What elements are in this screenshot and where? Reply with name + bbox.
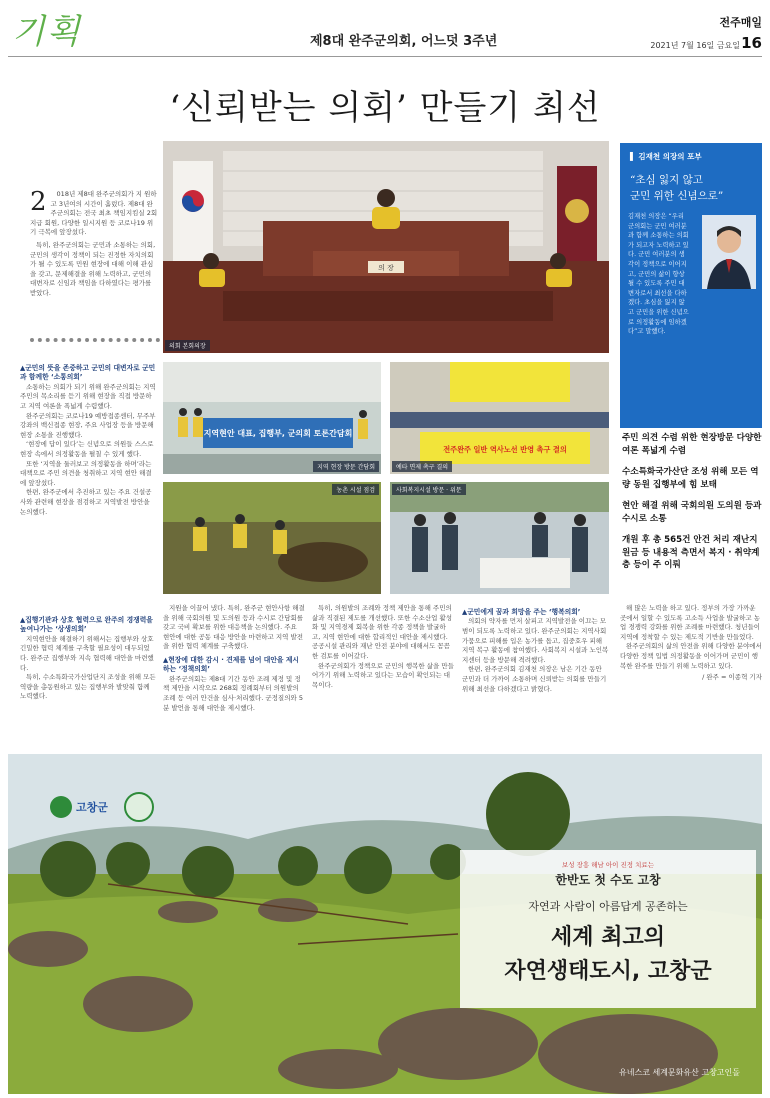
county-logo-text: 고창군 — [76, 801, 108, 814]
subhead-communication: ▲군민의 뜻을 존중하고 군민의 대변자로 군민과 함께한 ‘소통의회’ — [20, 364, 156, 382]
article-col4 — [462, 604, 610, 732]
ad-line-1: 자연과 사람이 아름답게 공존하는 — [528, 900, 688, 913]
paragraph: 한편, 완주군에서 추진하고 있는 주요 건설공사와 관련해 현장을 점검하고 지역발전 방안을 논의했다. — [20, 488, 152, 516]
ad-message-card — [460, 850, 756, 1008]
meeting-photo — [163, 362, 381, 474]
article-intro — [30, 190, 158, 314]
field-photo — [163, 482, 381, 594]
chairman-portrait — [702, 215, 756, 289]
page-subtitle: 제8대 완주군의회, 어느덧 3주년 — [310, 34, 498, 49]
article-col1 — [20, 360, 156, 600]
biosphere-emblem-icon — [124, 792, 154, 822]
gochang-advertisement — [8, 754, 762, 1094]
article-col1-bottom — [20, 612, 156, 732]
protest-photo — [390, 362, 609, 474]
sidebar-quote — [620, 166, 762, 208]
pledge-item: 수소특화국가산단 조성 위해 모든 역량 동원 집행부에 힘 보태 — [622, 467, 759, 490]
subhead-happiness: ▲군민에게 꿈과 희망을 주는 ‘행복의회’ — [462, 608, 581, 616]
newspaper-name: 전주매일 — [719, 16, 762, 29]
pledge-list — [622, 432, 764, 581]
quote-line-1: “초심 잃지 않고 — [630, 174, 703, 186]
sidebar-title: ▌ 김재천 의장의 포부 — [630, 152, 702, 161]
quote-line-2: 군민 위한 신념으로” — [630, 190, 724, 202]
issue-date: 2021년 7월 16일 금요일 — [650, 41, 740, 50]
drop-cap: 2 — [30, 190, 47, 217]
welfare-photo — [390, 482, 609, 594]
meeting-banner: 지역현안 대표, 집행부, 군의회 토론간담회 — [203, 429, 353, 438]
pledge-item: 현안 해결 위해 국회의원 도의원 등과 수시로 소통 — [622, 501, 762, 524]
chamber-photo — [163, 141, 609, 353]
ad-photo-caption: 유네스코 세계문화유산 고창고인돌 — [618, 1068, 740, 1077]
paragraph: 특히, 수소특화국가산업단지 조성을 위해 모든 역량을 총동원하고 있는 집행부와 발맞춰 함께 노력했다. — [20, 673, 156, 701]
pledge-item: 개원 후 총 565건 안건 처리 재난지원금 등 내용적 측면서 복지 · 취약계층 등이 주 이뤄 — [622, 535, 760, 570]
ad-tagline-small: 보성 장흥 해남 아이 진정 치료는 — [562, 861, 654, 869]
podium-nameplate: 의 장 — [378, 264, 394, 272]
photo-caption: 의회 본회의장 — [165, 340, 210, 351]
protest-banner: 전주완주 일반 역사노선 반영 촉구 결의 — [443, 445, 567, 454]
paragraph: 소통하는 의회가 되기 위해 완주군의회는 지역주민의 목소리를 듣기 위해 현장을 직접 방문하고 지역 여론을 폭넓게 수렴했다. — [20, 382, 156, 410]
ad-tagline: 한반도 첫 수도 고창 — [555, 873, 661, 887]
paragraph: 완주군의회의 삶의 안전을 위해 다양한 분야에서 다양한 정책 입법 의정활동을 이어가며 군민이 행복한 완주를 만들기 위해 노력하고 있다. — [620, 642, 762, 670]
paragraph: 지원을 이끌어 냈다. 특히, 완주군 현안사항 해결을 위해 국회의원 및 도의원 등과 수시로 간담회를 갖고 국비 확보를 위한 대응책을 논의했다. 주요 현안에 대한 공동 대응 방안을 마련하고 지역 발전을 위한 협력 체계를 구축했다. — [163, 604, 305, 651]
ad-line-2: 세계 최고의 — [551, 925, 665, 950]
photo-caption: 예타 면제 촉구 결의 — [392, 461, 452, 472]
page-number: 16 — [741, 34, 762, 52]
subhead-policy: ▲현장에 대한 감시 · 견제를 넘어 대안을 제시하는 ‘정책의회’ — [163, 655, 299, 674]
sidebar-interview — [620, 143, 762, 428]
paragraph: 의회의 약자를 먼저 살피고 지역발전을 이끄는 모범이 되도록 노력하고 있다. 완주군의회는 지역사회 가뭄으로 피해를 입은 농가를 돕고, 집중호우 피해 지역 복구 활동에 참여했다. 사회복지 시설과 노인복지센터 등을 방문해 격려했다. — [462, 617, 609, 664]
intro-paragraph-2: 특히, 완주군의회는 군민과 소통하는 의회, 군민의 생각이 정책이 되는 진정한 자치의회가 될 수 있도록 민원 현장에 대해 이해 관심을 갖고, 문제해결을 위해 노력하고, 군민의 대변자로 신임과 책임을 다하였다는 평가를 받았다. — [30, 240, 156, 297]
photo-caption: 사회복지시설 방문 · 위문 — [392, 484, 466, 495]
paragraph: 완주군의회가 정책으로 군민의 행복한 삶을 만들어가기 위해 노력하고 있다는 모습이 확인되는 대목이다. — [312, 661, 454, 689]
sidebar-body: 김재천 의장은 “우리 군의회는 군민 여러분과 함께 소통하는 의회가 되고자 노력하고 있다. 군민 여러분의 생각이 정책으로 이어지고, 군민의 삶이 향상될 수 있도록 주민 대변자로서 최선을 다하겠다. 초심을 잃지 않고 군민을 위한 신념으로 의정활동에 임하겠다”고 말했다. — [628, 213, 689, 336]
photo-caption: 지역 현장 방문 간담회 — [313, 461, 379, 472]
paragraph: 완주군의회는 제8대 기간 동안 조례 제정 및 정책 제안을 시작으로 268회 정례회부터 의원발의 조례 등 여러 안건을 심사·처리했다. 군정질의와 5분 발언을 통해 대안을 제시했다. — [163, 674, 303, 712]
headline: ‘신뢰받는 의회’ 만들기 최선 — [169, 88, 601, 128]
gochang-logo — [50, 792, 154, 822]
intro-paragraph: 018년 제8대 완주군의회가 지 원하고 3년여의 시간이 흘렀다. 제8대 완주군의회는 전국 최초 책임지킴실 2회 지급 회원, 다양한 일시지원 등 코로나19 위기 극복에 앞장섰다. — [30, 190, 158, 237]
county-emblem-icon — [50, 796, 72, 818]
header-divider — [8, 56, 762, 57]
article-col2 — [163, 604, 305, 732]
paragraph: 완주군의회는 코로나19 예방접종센터, 무주부 강좌의 백신접종 현장, 주요 사업장 등을 방문해 현장 소통을 진행했다. — [20, 411, 156, 439]
article-col5 — [620, 604, 762, 732]
article-col3 — [312, 604, 454, 732]
paragraph: 한편, 완주군의회 김재천 의장은 남은 기간 동안 군민과 더 가까이 소통하며 신뢰받는 의회를 만들기 위해 최선을 다하겠다고 밝혔다. — [462, 665, 607, 693]
section-tag: 기획 — [12, 12, 82, 52]
paragraph: 지역현안을 해결하기 위해서는 집행부와 상호 긴밀한 협력 체계를 구축할 필요성이 대두되었다. 완주군 집행부와 지속 협력해 대안을 마련했다. — [20, 634, 154, 672]
byline: / 완주 = 이종혁 기자 — [702, 673, 762, 682]
pledge-item: 주민 의견 수렴 위한 현장방문 다양한 여론 폭넓게 수렴 — [622, 433, 762, 456]
ad-line-3: 자연생태도시, 고창군 — [504, 959, 712, 984]
paragraph: 특히, 의원발의 조례와 정책 제안을 통해 주민의 삶과 직결된 제도를 개선했다. 또한 수소산업 활성화 및 지역경제 회복을 위한 각종 정책을 발굴하고, 지역 현안에 대한 합리적인 대안을 제시했다. 공공시설 관리와 재난 안전 분야에 대해서도 꼼꼼한 검토를 이어갔다. — [312, 604, 453, 660]
paragraph: 또한 ‘지역을 둘러보고 의정활동을 하며’라는 대책으로 주민 의견을 청취하고 지역 현안 해결에 앞장섰다. — [20, 459, 152, 487]
paragraph: ‘현장에 답이 있다’는 신념으로 의원들 스스로 현장 속에서 의정활동을 펼칠 수 있게 했다. — [20, 440, 154, 458]
photo-caption: 농촌 시설 점검 — [332, 484, 379, 495]
sidebar-title-text: 김재천 의장의 포부 — [638, 152, 702, 161]
paragraph: 해 많은 노력을 하고 있다. 정부의 가장 가까운 곳에서 일할 수 있도록 고소득 사업을 발굴하고 농업 경쟁력 강화를 위한 조례를 마련했다. 청년들이 지역에 정착할 수 있는 제도적 기반을 만들었다. — [620, 604, 761, 641]
dotted-divider — [30, 338, 160, 342]
subhead-cooperation: ▲집행기관과 상호 협력으로 완주의 경쟁력을 높여나가는 ‘상생의회’ — [20, 616, 153, 634]
